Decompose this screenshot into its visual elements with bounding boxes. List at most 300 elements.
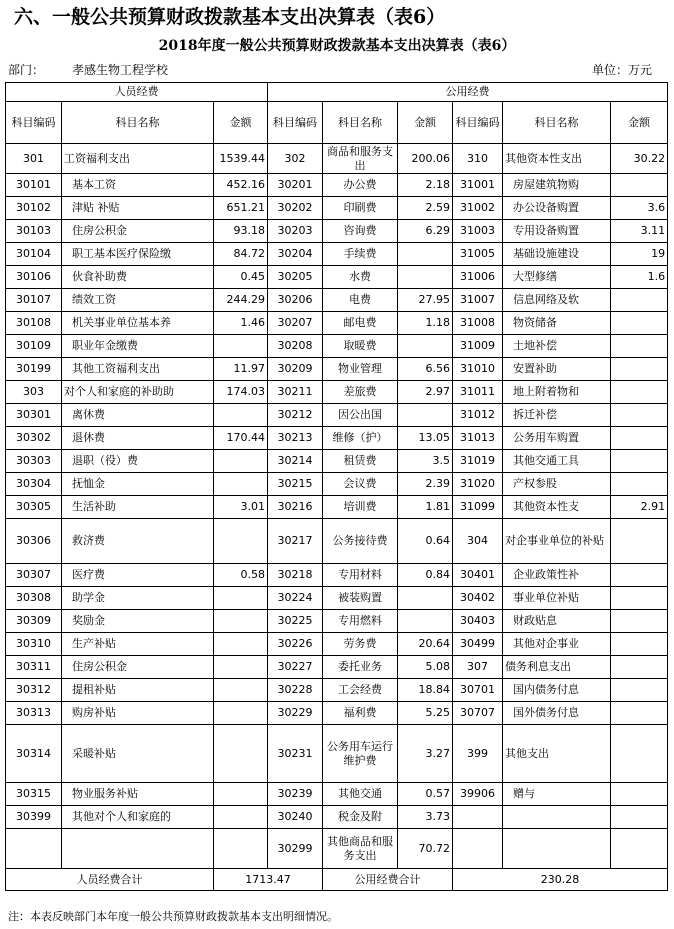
subject-code: 30304 [6,473,62,496]
subject-code: 30103 [6,220,62,243]
subject-code: 31006 [453,266,503,289]
subject-code: 31020 [453,473,503,496]
subject-name: 事业单位补贴 [503,587,611,610]
subject-name: 维修（护） [323,427,398,450]
amount [214,783,268,806]
subject-name: 取暖费 [323,335,398,358]
subject-code: 30107 [6,289,62,312]
subject-code: 31007 [453,289,503,312]
amount: 6.56 [398,358,453,381]
amount: 0.58 [214,564,268,587]
table-row [6,404,668,427]
table-row [6,679,668,702]
subject-name: 物业管理 [323,358,398,381]
expenditure-table [5,82,668,891]
subject-code: 30215 [268,473,323,496]
amount [214,633,268,656]
subject-name: 机关事业单位基本养 [62,312,214,335]
subject-code: 30701 [453,679,503,702]
subject-code: 30399 [6,806,62,829]
subject-code: 30205 [268,266,323,289]
subject-code: 30216 [268,496,323,519]
subject-name [503,806,611,829]
subject-code: 30313 [6,702,62,725]
subject-code: 30207 [268,312,323,335]
col-header-code: 科目编码 [6,102,62,144]
col-header-code: 科目编码 [268,102,323,144]
col-header-code: 科目编码 [453,102,503,144]
col-header-amount: 金额 [214,102,268,144]
subject-name: 被装购置 [323,587,398,610]
amount [611,783,668,806]
table-row [6,266,668,289]
subject-code: 31002 [453,197,503,220]
group-header-public: 公用经费 [268,83,668,102]
amount: 0.57 [398,783,453,806]
amount: 2.91 [611,496,668,519]
subject-code: 31099 [453,496,503,519]
subject-name: 福利费 [323,702,398,725]
subject-name: 助学金 [62,587,214,610]
subject-code: 31010 [453,358,503,381]
amount: 3.01 [214,496,268,519]
subject-code: 310 [453,144,503,174]
subject-name: 提租补贴 [62,679,214,702]
subject-code: 30224 [268,587,323,610]
subject-name: 生活补助 [62,496,214,519]
subject-code: 30108 [6,312,62,335]
table-row [6,519,668,564]
table-row [6,564,668,587]
subject-name: 地上附着物和 [503,381,611,404]
table-title: 2018年度一般公共预算财政拨款基本支出决算表（表6） [158,38,516,54]
subject-name: 住房公积金 [62,220,214,243]
unit-label: 单位：万元 [592,63,653,77]
subject-code: 30309 [6,610,62,633]
subject-name: 其他支出 [503,725,611,783]
table-row [6,289,668,312]
amount [214,702,268,725]
table-row [6,702,668,725]
subject-code: 31003 [453,220,503,243]
subject-code: 30403 [453,610,503,633]
amount [214,829,268,869]
subject-code: 31011 [453,381,503,404]
subject-name: 电费 [323,289,398,312]
subject-name: 公务用车运行维护费 [323,725,398,783]
amount [611,564,668,587]
subject-code: 30209 [268,358,323,381]
subject-code [453,829,503,869]
subject-name: 工会经费 [323,679,398,702]
table-row [6,197,668,220]
amount: 6.29 [398,220,453,243]
amount [611,725,668,783]
subject-code: 303 [6,381,62,404]
subject-name: 其他工资福利支出 [62,358,214,381]
amount: 2.97 [398,381,453,404]
subject-name: 培训费 [323,496,398,519]
subject-name: 差旅费 [323,381,398,404]
amount [611,633,668,656]
amount: 2.18 [398,174,453,197]
subject-code: 30303 [6,450,62,473]
amount [611,656,668,679]
subject-name: 退休费 [62,427,214,450]
amount: 5.25 [398,702,453,725]
subject-code: 31013 [453,427,503,450]
amount [398,587,453,610]
subject-code: 30104 [6,243,62,266]
amount [214,656,268,679]
amount: 1.18 [398,312,453,335]
amount [611,519,668,564]
subject-code: 30499 [453,633,503,656]
subject-name: 工资福利支出 [62,144,214,174]
subject-code: 30707 [453,702,503,725]
subject-name: 水费 [323,266,398,289]
subject-name: 手续费 [323,243,398,266]
subject-code: 30204 [268,243,323,266]
amount: 3.27 [398,725,453,783]
amount [214,404,268,427]
amount [214,587,268,610]
subject-name: 专用设备购置 [503,220,611,243]
subject-code: 31001 [453,174,503,197]
subject-code: 30211 [268,381,323,404]
subject-name: 拆迁补偿 [503,404,611,427]
subject-name: 国外债务付息 [503,702,611,725]
amount: 200.06 [398,144,453,174]
col-header-amount: 金额 [611,102,668,144]
table-row [6,450,668,473]
subject-code: 30217 [268,519,323,564]
subject-name: 对个人和家庭的补助助 [62,381,214,404]
amount: 3.5 [398,450,453,473]
subject-name: 物资储备 [503,312,611,335]
subject-name: 对企事业单位的补贴 [503,519,611,564]
amount: 18.84 [398,679,453,702]
table-row [6,381,668,404]
subject-code: 30231 [268,725,323,783]
page-title: 六、一般公共预算财政拨款基本支出决算表（表6） [14,6,446,28]
amount: 3.11 [611,220,668,243]
subject-code: 30226 [268,633,323,656]
amount [611,427,668,450]
subject-code: 30311 [6,656,62,679]
amount: 1.46 [214,312,268,335]
subject-name: 公务接待费 [323,519,398,564]
col-header-name: 科目名称 [62,102,214,144]
subject-name [503,829,611,869]
subject-code: 30206 [268,289,323,312]
table-row [6,220,668,243]
subject-code: 31012 [453,404,503,427]
amount [398,266,453,289]
table-row [6,496,668,519]
amount [611,610,668,633]
subject-name: 租赁费 [323,450,398,473]
subject-code [6,829,62,869]
table-row [6,806,668,829]
subject-name: 基础设施建设 [503,243,611,266]
amount: 20.64 [398,633,453,656]
table-row [6,174,668,197]
totals-row [6,869,668,891]
subject-name: 房屋建筑物购 [503,174,611,197]
amount: 19 [611,243,668,266]
group-header-personnel: 人员经费 [6,83,268,102]
amount: 1.81 [398,496,453,519]
subject-code: 30214 [268,450,323,473]
amount [214,473,268,496]
amount [611,587,668,610]
table-row [6,473,668,496]
subject-name: 产权参股 [503,473,611,496]
subject-name: 其他商品和服务支出 [323,829,398,869]
table-row [6,243,668,266]
amount [611,450,668,473]
table-row [6,783,668,806]
subject-name: 债务利息支出 [503,656,611,679]
subject-name: 职业年金缴费 [62,335,214,358]
amount [398,243,453,266]
amount: 84.72 [214,243,268,266]
subject-code: 30201 [268,174,323,197]
amount [611,335,668,358]
subject-name: 土地补偿 [503,335,611,358]
amount: 651.21 [214,197,268,220]
amount [611,829,668,869]
amount [214,610,268,633]
subject-name: 财政贴息 [503,610,611,633]
amount: 0.64 [398,519,453,564]
subject-name: 税金及附 [323,806,398,829]
amount: 11.97 [214,358,268,381]
amount: 3.73 [398,806,453,829]
subject-name: 专用材料 [323,564,398,587]
subject-code: 30212 [268,404,323,427]
table-row [6,829,668,869]
subject-code: 30307 [6,564,62,587]
subject-name: 委托业务 [323,656,398,679]
amount [611,702,668,725]
dept-label: 部门： [8,63,45,77]
subject-name: 邮电费 [323,312,398,335]
subject-code: 30225 [268,610,323,633]
subject-code: 30305 [6,496,62,519]
amount [611,806,668,829]
subject-name: 购房补贴 [62,702,214,725]
subject-name: 救济费 [62,519,214,564]
subject-name: 其他对企事业 [503,633,611,656]
amount [214,725,268,783]
amount: 30.22 [611,144,668,174]
subject-name: 咨询费 [323,220,398,243]
subject-name: 伙食补助费 [62,266,214,289]
col-header-amount: 金额 [398,102,453,144]
subject-code [453,806,503,829]
subject-code: 30199 [6,358,62,381]
subject-name: 劳务费 [323,633,398,656]
public-total-value: 230.28 [453,869,668,891]
subject-code: 30314 [6,725,62,783]
subject-name: 其他资本性支 [503,496,611,519]
subject-code: 31008 [453,312,503,335]
subject-code: 30218 [268,564,323,587]
amount: 13.05 [398,427,453,450]
subject-name: 退职（役）费 [62,450,214,473]
subject-code: 30202 [268,197,323,220]
subject-name: 会议费 [323,473,398,496]
amount [214,679,268,702]
subject-code: 31019 [453,450,503,473]
subject-code: 30308 [6,587,62,610]
subject-code: 30101 [6,174,62,197]
subject-name: 职工基本医疗保险缴 [62,243,214,266]
subject-name: 商品和服务支出 [323,144,398,174]
subject-name: 大型修缮 [503,266,611,289]
subject-name: 其他资本性支出 [503,144,611,174]
amount [611,312,668,335]
subject-code: 399 [453,725,503,783]
amount [611,473,668,496]
table-row [6,610,668,633]
amount [611,404,668,427]
footnote: 注：本表反映部门本年度一般公共预算财政拨款基本支出明细情况。 [8,910,338,923]
subject-code: 30227 [268,656,323,679]
amount: 1539.44 [214,144,268,174]
subject-name [62,829,214,869]
subject-name: 其他对个人和家庭的 [62,806,214,829]
subject-code: 39906 [453,783,503,806]
subject-name: 离休费 [62,404,214,427]
subject-code: 30315 [6,783,62,806]
subject-name: 物业服务补贴 [62,783,214,806]
subject-code: 30302 [6,427,62,450]
amount [398,404,453,427]
subject-code: 30239 [268,783,323,806]
subject-name: 津贴 补贴 [62,197,214,220]
amount: 5.08 [398,656,453,679]
amount: 0.84 [398,564,453,587]
amount: 27.95 [398,289,453,312]
table-row [6,427,668,450]
subject-code: 30208 [268,335,323,358]
subject-name: 医疗费 [62,564,214,587]
subject-code: 30401 [453,564,503,587]
amount [214,335,268,358]
subject-code: 30299 [268,829,323,869]
amount: 452.16 [214,174,268,197]
subject-name: 公务用车购置 [503,427,611,450]
subject-code: 307 [453,656,503,679]
amount [398,610,453,633]
subject-code: 30312 [6,679,62,702]
table-row [6,358,668,381]
subject-name: 印刷费 [323,197,398,220]
subject-code: 30106 [6,266,62,289]
amount: 3.6 [611,197,668,220]
personnel-total-label: 人员经费合计 [6,869,214,891]
subject-code: 304 [453,519,503,564]
amount [214,806,268,829]
subject-name: 绩效工资 [62,289,214,312]
table-row [6,633,668,656]
subject-name: 抚恤金 [62,473,214,496]
subject-name: 安置补助 [503,358,611,381]
subject-code: 30102 [6,197,62,220]
subject-code: 30306 [6,519,62,564]
subject-name: 采暖补贴 [62,725,214,783]
subject-name: 奖励金 [62,610,214,633]
amount [611,679,668,702]
table-row [6,725,668,783]
table-row [6,587,668,610]
amount [611,174,668,197]
amount: 93.18 [214,220,268,243]
table-row [6,656,668,679]
table-row [6,144,668,174]
subject-name: 办公费 [323,174,398,197]
table-row [6,335,668,358]
amount [398,335,453,358]
subject-code: 31005 [453,243,503,266]
subject-code: 31009 [453,335,503,358]
public-total-label: 公用经费合计 [323,869,453,891]
dept-name: 孝感生物工程学校 [72,63,169,77]
subject-name: 信息网络及软 [503,289,611,312]
amount: 174.03 [214,381,268,404]
subject-name: 专用燃料 [323,610,398,633]
subject-name: 其他交通 [323,783,398,806]
subject-name: 企业政策性补 [503,564,611,587]
subject-name: 国内债务付息 [503,679,611,702]
table-row [6,312,668,335]
subject-code: 30109 [6,335,62,358]
amount: 70.72 [398,829,453,869]
personnel-total-value: 1713.47 [214,869,323,891]
subject-code: 302 [268,144,323,174]
subject-name: 赠与 [503,783,611,806]
subject-name: 因公出国 [323,404,398,427]
subject-code: 30229 [268,702,323,725]
subject-name: 住房公积金 [62,656,214,679]
subject-code: 30203 [268,220,323,243]
amount: 2.39 [398,473,453,496]
amount: 2.59 [398,197,453,220]
amount: 244.29 [214,289,268,312]
amount: 1.6 [611,266,668,289]
subject-code: 30228 [268,679,323,702]
amount [611,358,668,381]
amount: 0.45 [214,266,268,289]
subject-name: 其他交通工具 [503,450,611,473]
subject-code: 30301 [6,404,62,427]
col-header-name: 科目名称 [323,102,398,144]
subject-name: 办公设备购置 [503,197,611,220]
amount [611,381,668,404]
amount [611,289,668,312]
subject-name: 生产补贴 [62,633,214,656]
subject-code: 30240 [268,806,323,829]
amount [214,519,268,564]
amount: 170.44 [214,427,268,450]
subject-code: 30310 [6,633,62,656]
subject-code: 301 [6,144,62,174]
subject-name: 基本工资 [62,174,214,197]
amount [214,450,268,473]
